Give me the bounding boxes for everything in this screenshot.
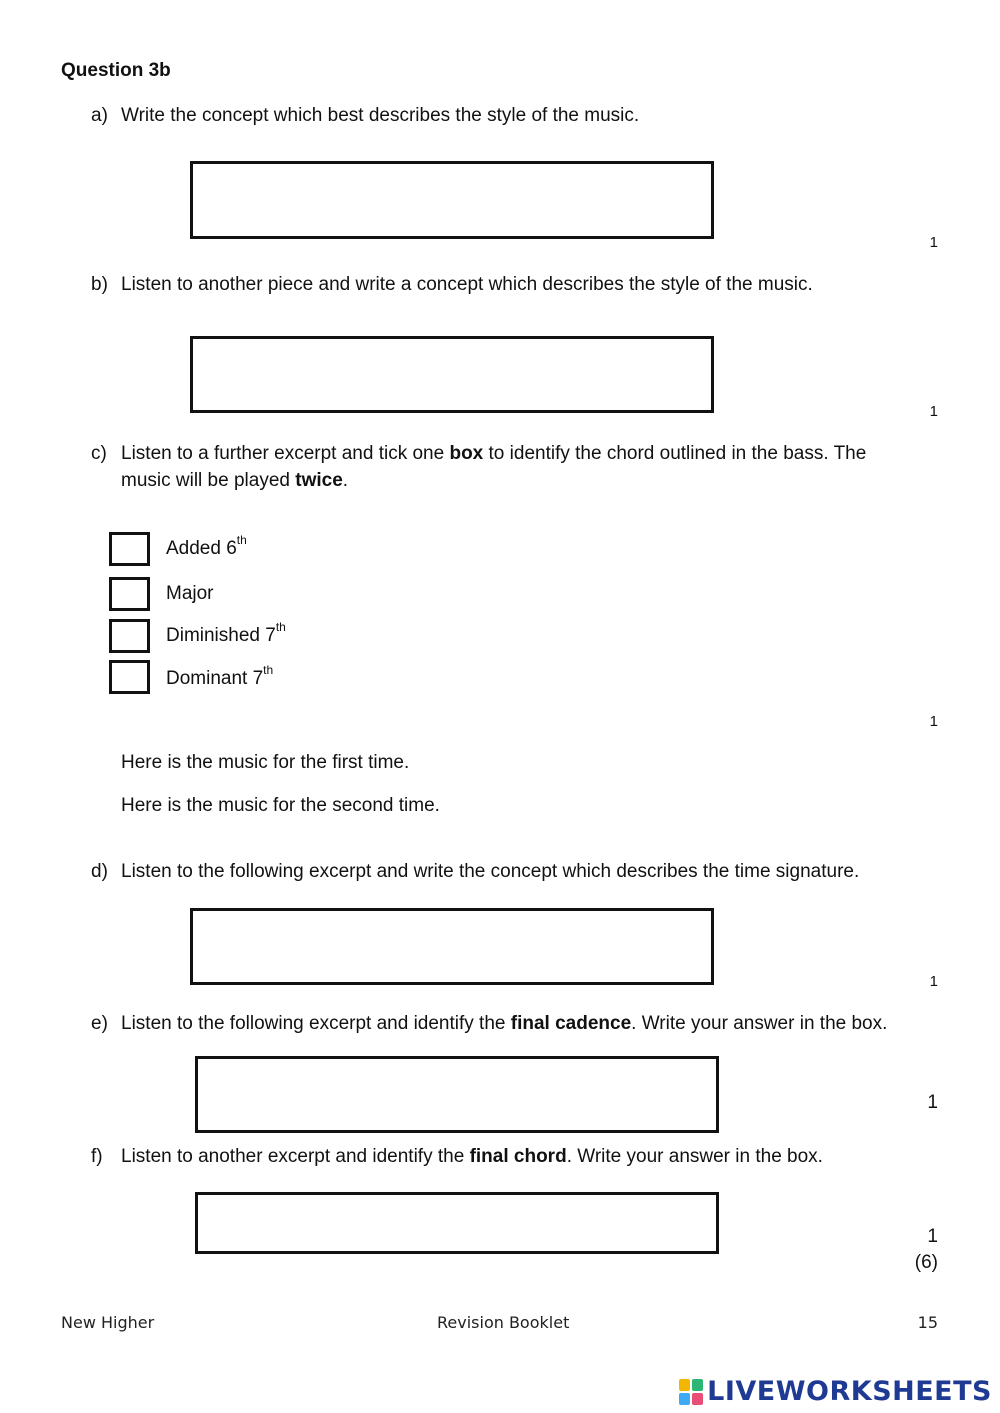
note-second-time: Here is the music for the second time. [121, 795, 440, 816]
question-a-text: Write the concept which best describes the style of the music. [121, 105, 640, 126]
question-d-text: Listen to the following excerpt and write the concept which describes the time signature. [121, 861, 860, 882]
answer-box-a[interactable] [190, 161, 714, 239]
question-c-bold-box: box [449, 443, 484, 464]
option-added-6th: Added 6th [166, 532, 247, 559]
question-d-label: d) [91, 861, 108, 882]
mark-c: 1 [929, 713, 938, 730]
tick-box-diminished-7th[interactable] [109, 619, 150, 653]
tick-box-dominant-7th[interactable] [109, 660, 150, 694]
question-f-label: f) [91, 1146, 103, 1167]
option-dominant-7th: Dominant 7th [166, 662, 274, 689]
tick-box-added-6th[interactable] [109, 532, 150, 566]
question-c-bold-twice: twice [295, 470, 343, 491]
option-diminished-7th: Diminished 7th [166, 619, 286, 646]
footer-left: New Higher [61, 1313, 155, 1332]
question-e-bold: final cadence [510, 1013, 632, 1034]
question-e-label: e) [91, 1013, 108, 1034]
footer-page-number: 15 [917, 1313, 938, 1332]
footer-center: Revision Booklet [437, 1313, 570, 1332]
note-first-time: Here is the music for the first time. [121, 752, 410, 773]
answer-box-f[interactable] [195, 1192, 719, 1254]
option-major: Major [166, 583, 214, 604]
mark-a: 1 [929, 234, 938, 251]
question-c-line1: Listen to a further excerpt and tick one box to identify the chord outlined in the bass. The [121, 443, 867, 464]
question-f-bold: final chord [469, 1146, 567, 1167]
question-c-label: c) [91, 443, 107, 464]
question-a-label: a) [91, 105, 108, 126]
question-b-text: Listen to another piece and write a concept which describes the style of the music. [121, 274, 813, 295]
tick-box-major[interactable] [109, 577, 150, 611]
answer-box-b[interactable] [190, 336, 714, 413]
mark-b: 1 [929, 403, 938, 420]
question-title: Question 3b [61, 60, 171, 81]
answer-box-e[interactable] [195, 1056, 719, 1133]
mark-e: 1 [927, 1092, 938, 1113]
mark-f: 1 [927, 1226, 938, 1247]
question-b-label: b) [91, 274, 108, 295]
question-c-line2: music will be played twice. [121, 470, 349, 491]
brand-icon [679, 1379, 703, 1405]
question-f-text: Listen to another excerpt and identify the final chord. Write your answer in the box. [121, 1146, 823, 1167]
total-marks: (6) [914, 1252, 938, 1273]
mark-d: 1 [929, 973, 938, 990]
question-e-text: Listen to the following excerpt and identify the final cadence. Write your answer in the box. [121, 1013, 888, 1034]
answer-box-d[interactable] [190, 908, 714, 985]
brand-name: LIVEWORKSHEETS [707, 1376, 992, 1407]
liveworksheets-logo [679, 1376, 992, 1407]
